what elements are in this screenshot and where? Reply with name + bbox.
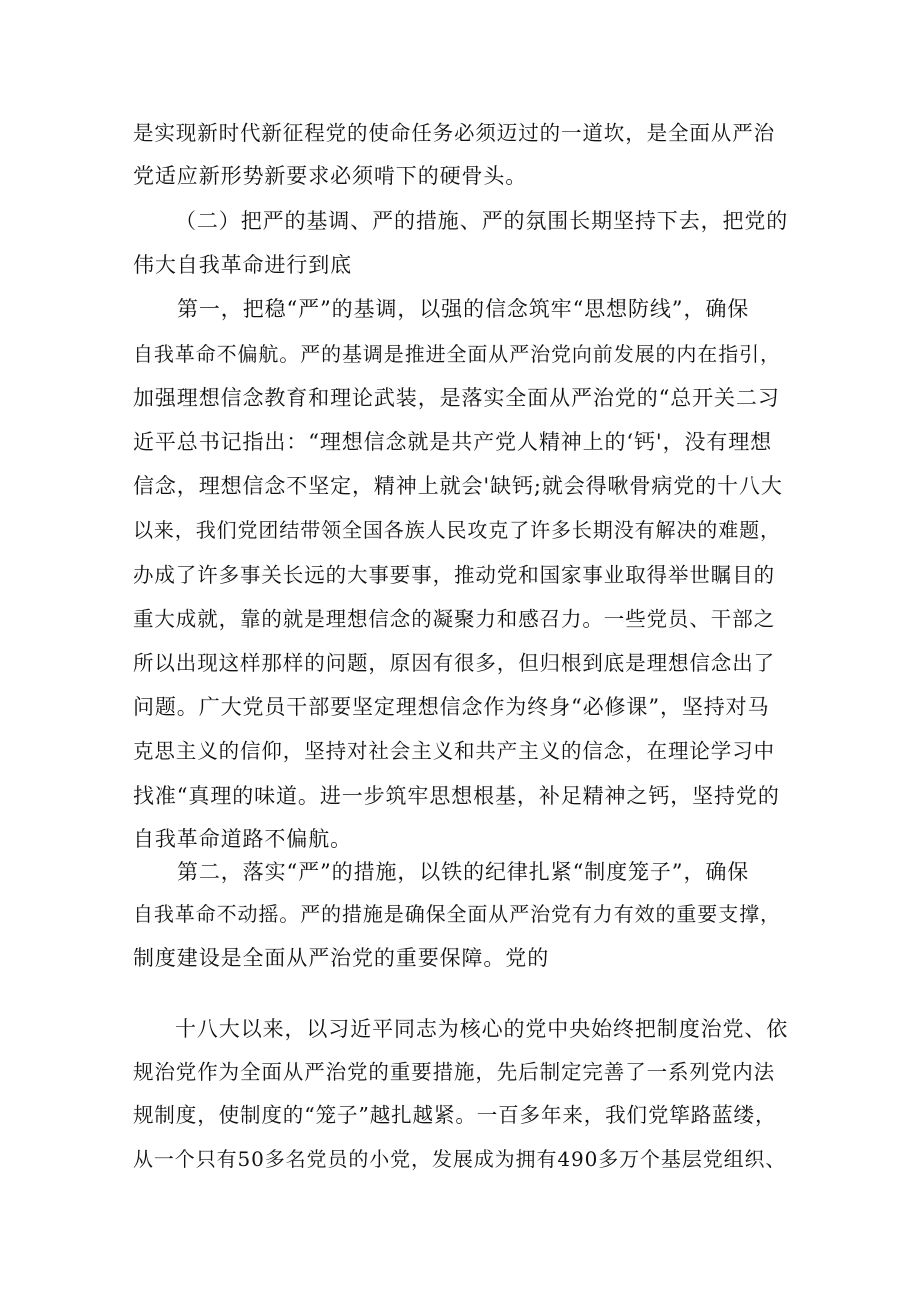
text-line: 信念，理想信念不坚定，精神上就会'缺钙;就会得啾骨病党的十八大 xyxy=(133,474,783,498)
text-line: 问题。广大党员干部要坚定理想信念作为终身“必修课”，坚持对马 xyxy=(133,695,770,719)
text-line: 近平总书记指出：“理想信念就是共产党人精神上的‘钙'，没有理想 xyxy=(133,430,773,454)
text-line: 自我革命不偏航。严的基调是推进全面从严治党向前发展的内在指引， xyxy=(133,342,781,366)
text-line: 规治党作为全面从严治党的重要措施，先后制定完善了一系列党内法 xyxy=(133,1060,775,1084)
text-line: 制度建设是全面从严治党的重要保障。党的 xyxy=(133,946,550,970)
section-heading: 伟大自我革命进行到底 xyxy=(133,253,352,277)
text-line: 所以出现这样那样的问题，原因有很多，但归根到底是理想信念出了 xyxy=(133,651,775,675)
text-line: 十八大以来，以习近平同志为核心的党中央始终把制度治党、依 xyxy=(175,1017,789,1041)
text-line: 以来，我们党团结带领全国各族人民攻克了许多长期没有解决的难题， xyxy=(133,518,781,542)
text-line: 重大成就，靠的就是理想信念的凝聚力和感召力。一些党员、干部之 xyxy=(133,607,775,631)
text-line: 自我革命道路不偏航。 xyxy=(133,827,352,851)
text-line: 党适应新形势新要求必须啃下的硬骨头。 xyxy=(133,164,528,188)
section-heading: （二）把严的基调、严的措施、严的氛围长期坚持下去，把党的 xyxy=(175,209,789,233)
text-line: 规制度，使制度的“笼子”越扎越紧。一百多年来，我们党筚路蓝缕， xyxy=(133,1103,777,1127)
text-line: 加强理想信念教育和理论武装，是落实全面从严治党的“总开关二习 xyxy=(133,386,780,410)
text-line: 第一，把稳“严”的基调，以强的信念筑牢“思想防线”，确保 xyxy=(177,297,750,321)
text-line: 找准“真理的味道。进一步筑牢思想根基，补足精神之钙，坚持党的 xyxy=(133,784,780,808)
text-line: 是实现新时代新征程党的使命任务必须迈过的一道坎，是全面从严治 xyxy=(133,121,775,145)
text-line: 办成了许多事关长远的大事要事，推动党和国家事业取得举世瞩目的 xyxy=(133,563,775,587)
text-line: 自我革命不动摇。严的措施是确保全面从严治党有力有效的重要支撑， xyxy=(133,902,781,926)
text-line: 克思主义的信仰，坚持对社会主义和共产主义的信念，在理论学习中 xyxy=(133,739,775,763)
text-line: 第二，落实“严”的措施，以铁的纪律扎紧“制度笼子”，确保 xyxy=(177,860,750,884)
text-line: 从一个只有50多名党员的小党，发展成为拥有490多万个基层党组织、 xyxy=(133,1147,787,1171)
